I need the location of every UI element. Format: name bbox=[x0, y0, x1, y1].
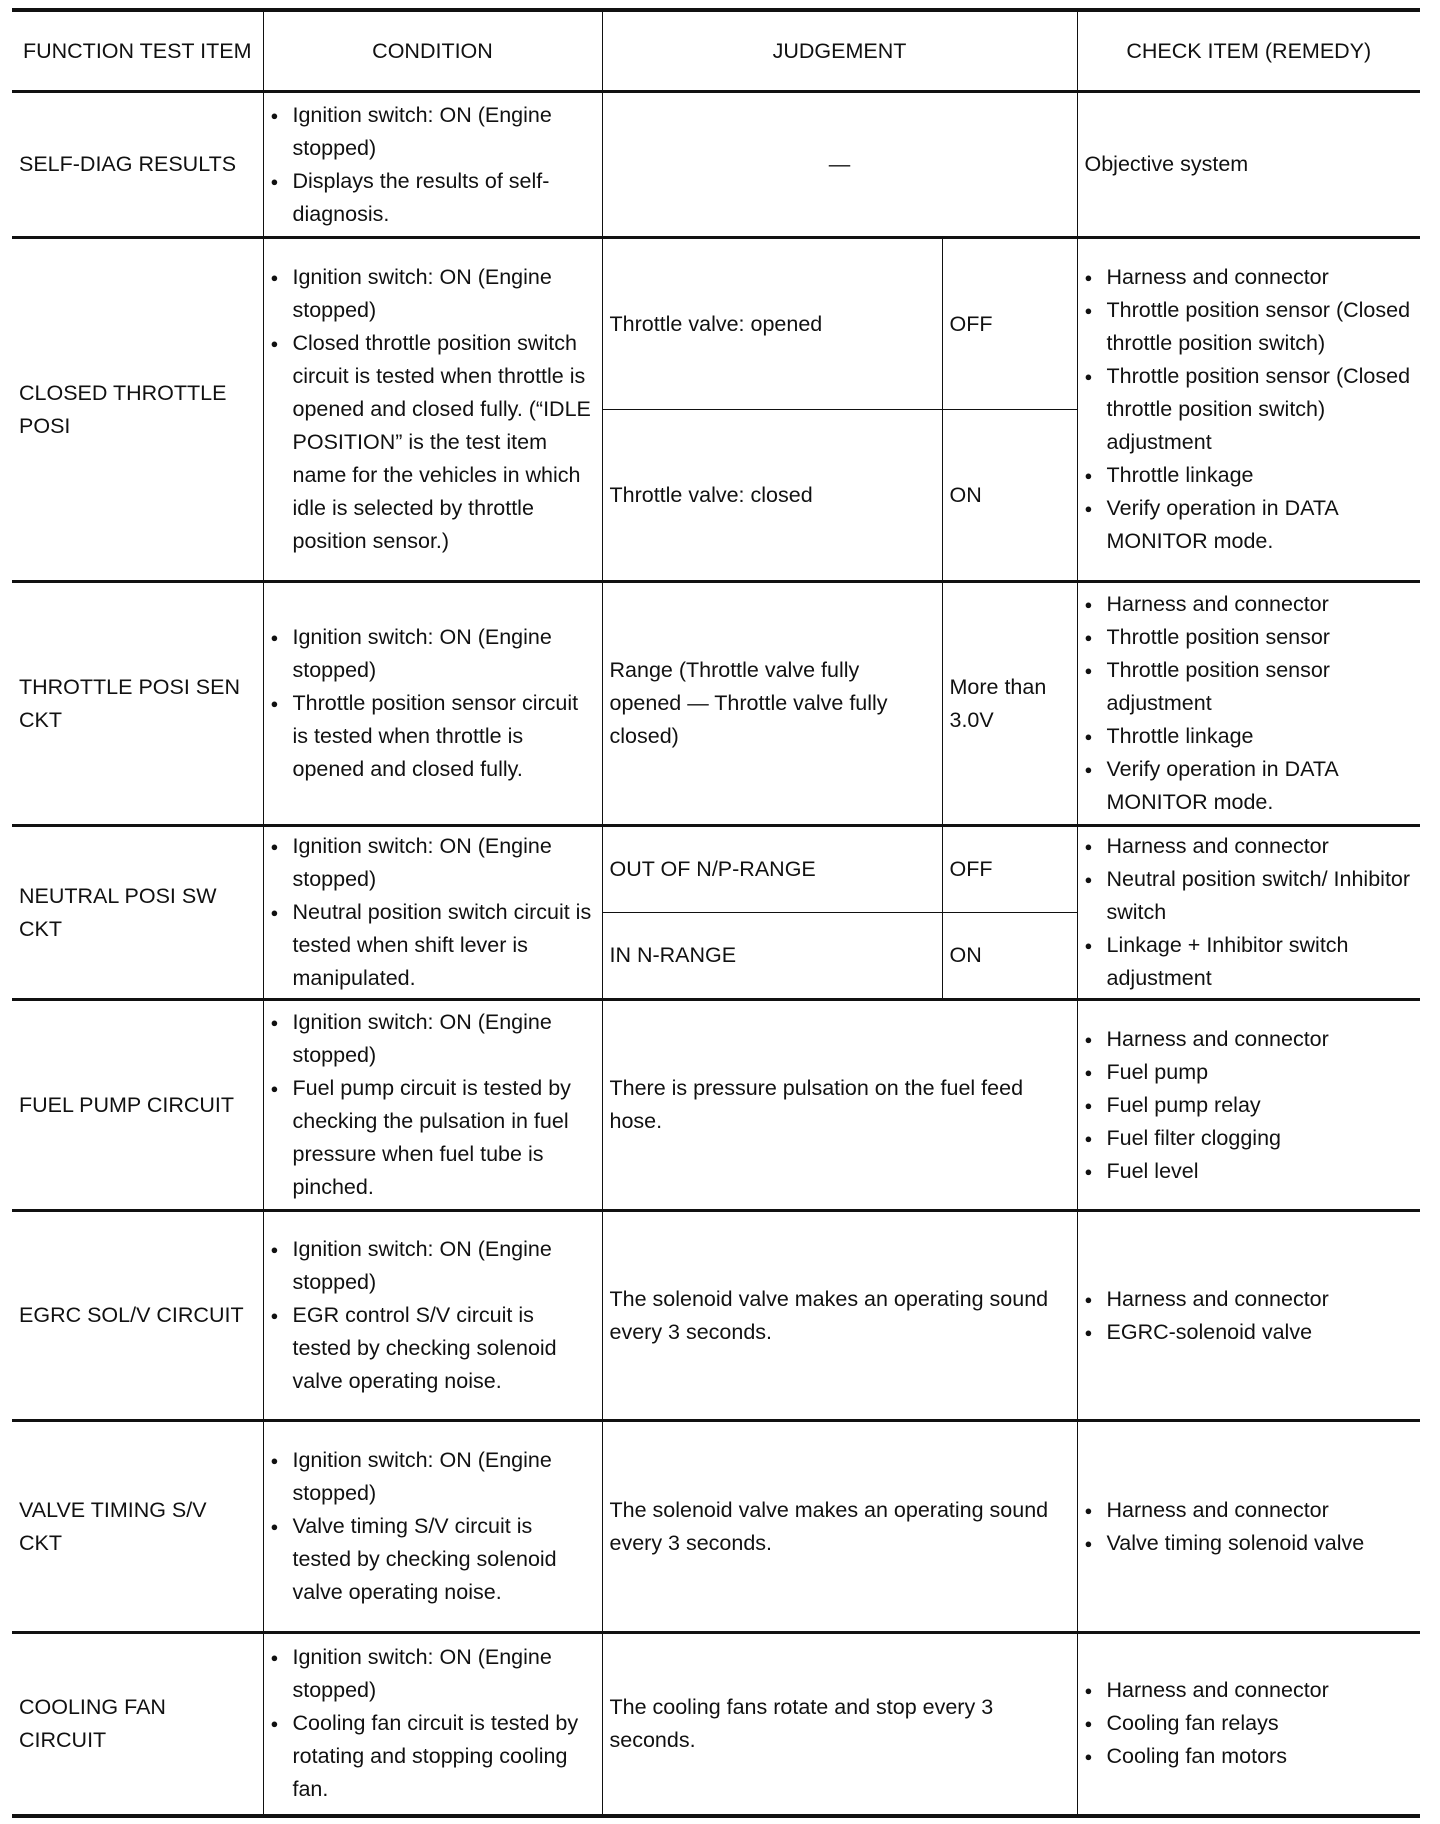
header-condition: CONDITION bbox=[263, 10, 602, 92]
judgement-cell: IN N-RANGE bbox=[602, 913, 942, 1000]
value-cell: OFF bbox=[942, 826, 1077, 913]
check-cell: Objective system bbox=[1077, 92, 1420, 238]
item-cell: SELF-DIAG RESULTS bbox=[12, 92, 263, 238]
judgement-cell: The cooling fans rotate and stop every 3 seconds. bbox=[602, 1633, 1077, 1816]
condition-bullet: ● Ignition switch: ON (Engine stopped) bbox=[271, 830, 595, 896]
condition-bullet: ● Displays the results of self-diagnosis. bbox=[271, 165, 595, 231]
item-cell: VALVE TIMING S/V CKT bbox=[12, 1421, 263, 1633]
judgement-cell: There is pressure pulsation on the fuel feed hose. bbox=[602, 1000, 1077, 1211]
condition-bullet: ● Throttle position sensor circuit is tested when throttle is opened and closed fully. bbox=[271, 687, 595, 786]
check-bullet: ● Fuel level bbox=[1085, 1155, 1414, 1188]
table-row bbox=[12, 582, 1420, 826]
check-bullet: ● Linkage + Inhibitor switch adjustment bbox=[1085, 929, 1414, 995]
check-bullet: ● Throttle position sensor (Closed throttle position switch) bbox=[1085, 294, 1414, 360]
condition-bullet: ● Ignition switch: ON (Engine stopped) bbox=[271, 621, 595, 687]
check-bullet: ● Harness and connector bbox=[1085, 588, 1414, 621]
check-bullet: ● Cooling fan relays bbox=[1085, 1707, 1414, 1740]
value-cell: ON bbox=[942, 913, 1077, 1000]
condition-bullet: ● EGR control S/V circuit is tested by checking solenoid valve operating noise. bbox=[271, 1299, 595, 1398]
value-cell: More than 3.0V bbox=[942, 582, 1077, 826]
table-row bbox=[12, 1211, 1420, 1421]
check-bullet: ● Verify operation in DATA MONITOR mode. bbox=[1085, 753, 1414, 819]
condition-bullet: ● Ignition switch: ON (Engine stopped) bbox=[271, 99, 595, 165]
check-bullet: ● Throttle position sensor bbox=[1085, 621, 1414, 654]
judgement-cell: OUT OF N/P-RANGE bbox=[602, 826, 942, 913]
check-bullet: ● Harness and connector bbox=[1085, 830, 1414, 863]
condition-bullet: ● Ignition switch: ON (Engine stopped) bbox=[271, 1006, 595, 1072]
header-item: FUNCTION TEST ITEM bbox=[12, 10, 263, 92]
judgement-cell: Throttle valve: opened bbox=[602, 238, 942, 410]
table-row bbox=[12, 1000, 1420, 1211]
check-bullet: ● Harness and connector bbox=[1085, 1023, 1414, 1056]
check-bullet: ● Cooling fan motors bbox=[1085, 1740, 1414, 1773]
item-cell: FUEL PUMP CIRCUIT bbox=[12, 1000, 263, 1211]
judgement-cell: Throttle valve: closed bbox=[602, 410, 942, 582]
condition-bullet: ● Ignition switch: ON (Engine stopped) bbox=[271, 1444, 595, 1510]
check-bullet: ● Fuel filter clogging bbox=[1085, 1122, 1414, 1155]
check-bullet: ● Harness and connector bbox=[1085, 1494, 1414, 1527]
value-cell: ON bbox=[942, 410, 1077, 582]
item-cell: COOLING FAN CIRCUIT bbox=[12, 1633, 263, 1816]
table-row bbox=[12, 1421, 1420, 1633]
condition-bullet: ● Closed throttle position switch circuit is tested when throttle is opened and closed fully. (“IDLE POSITION” is the test item name for the vehicles in which idle is selected by throttle position sensor.) bbox=[271, 327, 595, 558]
table-row bbox=[12, 826, 1420, 913]
condition-bullet: ● Neutral position switch circuit is tested when shift lever is manipulated. bbox=[271, 896, 595, 995]
check-bullet: ● Neutral position switch/ Inhibitor switch bbox=[1085, 863, 1414, 929]
item-cell: EGRC SOL/V CIRCUIT bbox=[12, 1211, 263, 1421]
judgement-cell: — bbox=[602, 92, 1077, 238]
table-row bbox=[12, 92, 1420, 238]
check-bullet: ● Fuel pump bbox=[1085, 1056, 1414, 1089]
header-row bbox=[12, 10, 1420, 92]
item-cell: THROTTLE POSI SEN CKT bbox=[12, 582, 263, 826]
check-bullet: ● Throttle linkage bbox=[1085, 459, 1414, 492]
function-test-table bbox=[12, 8, 1420, 1818]
check-bullet: ● Fuel pump relay bbox=[1085, 1089, 1414, 1122]
condition-bullet: ● Valve timing S/V circuit is tested by checking solenoid valve operating noise. bbox=[271, 1510, 595, 1609]
judgement-cell: Range (Throttle valve fully opened — Throttle valve fully closed) bbox=[602, 582, 942, 826]
check-bullet: ● Verify operation in DATA MONITOR mode. bbox=[1085, 492, 1414, 558]
check-bullet: ● Throttle position sensor (Closed throttle position switch) adjustment bbox=[1085, 360, 1414, 459]
condition-bullet: ● Ignition switch: ON (Engine stopped) bbox=[271, 1641, 595, 1707]
check-bullet: ● EGRC-solenoid valve bbox=[1085, 1316, 1414, 1349]
item-cell: CLOSED THROTTLE POSI bbox=[12, 238, 263, 582]
condition-bullet: ● Ignition switch: ON (Engine stopped) bbox=[271, 1233, 595, 1299]
condition-bullet: ● Fuel pump circuit is tested by checking the pulsation in fuel pressure when fuel tube is pinched. bbox=[271, 1072, 595, 1204]
item-cell: NEUTRAL POSI SW CKT bbox=[12, 826, 263, 1000]
check-bullet: ● Harness and connector bbox=[1085, 261, 1414, 294]
value-cell: OFF bbox=[942, 238, 1077, 410]
table-row bbox=[12, 1633, 1420, 1816]
check-bullet: ● Valve timing solenoid valve bbox=[1085, 1527, 1414, 1560]
header-check: CHECK ITEM (REMEDY) bbox=[1077, 10, 1420, 92]
table-row bbox=[12, 238, 1420, 410]
judgement-cell: The solenoid valve makes an operating sound every 3 seconds. bbox=[602, 1421, 1077, 1633]
check-bullet: ● Throttle linkage bbox=[1085, 720, 1414, 753]
condition-bullet: ● Cooling fan circuit is tested by rotating and stopping cooling fan. bbox=[271, 1707, 595, 1806]
check-bullet: ● Throttle position sensor adjustment bbox=[1085, 654, 1414, 720]
header-judgement: JUDGEMENT bbox=[602, 10, 1077, 92]
check-bullet: ● Harness and connector bbox=[1085, 1674, 1414, 1707]
condition-bullet: ● Ignition switch: ON (Engine stopped) bbox=[271, 261, 595, 327]
check-bullet: ● Harness and connector bbox=[1085, 1283, 1414, 1316]
judgement-cell: The solenoid valve makes an operating sound every 3 seconds. bbox=[602, 1211, 1077, 1421]
